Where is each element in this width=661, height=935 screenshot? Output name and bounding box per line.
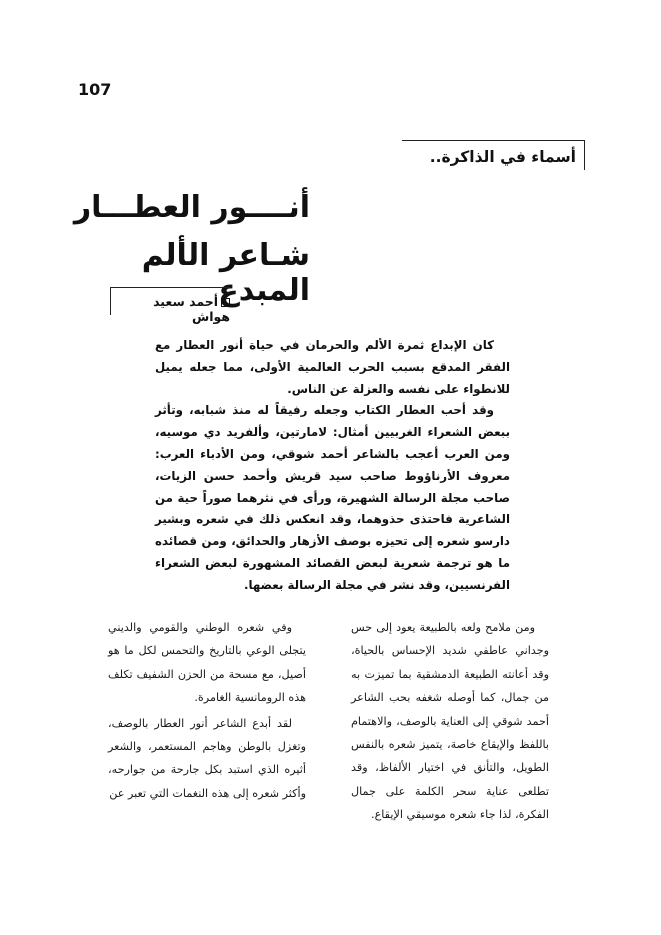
article-title-line-2: شـاعر الألم المبدع [141,238,310,308]
column-right-paragraph-1: ومن ملامح ولعه بالطبيعة يعود إلى حس وجداني عاطفي شديد الإحساس بالحياة، وقد أعانته الطبيعة الدمشقية بما تميزت به من جمال، كما أوصله شغفه بحب الشاعر أحمد شوقي إلى العناية بالوصف، والاهتمام باللفظ والإيقاع خاصة، يتميز شعره بالنفس الطويل، والتأنق في اختيار الألفاظ، وقد تطلعى عناية سحر الكلمة على جمال الفكرة، لذا جاء شعره موسيقي الإيقاع. [351,621,549,822]
author-byline [110,287,230,324]
column-left-paragraph-2: لقد أبدع الشاعر أنور العطار بالوصف، وتغزل بالوطن وهاجم المستعمر، والشعر أثيره الذي استبد بكل جارحة من جوارحه، وأكثر شعره إلى هذه النغمات التي تعبر عن [108,716,306,800]
intro-text [155,335,510,597]
page-number: 107 [78,80,112,99]
intro-paragraph-1: كان الإبداع ثمرة الألم والحرمان في حياة أنور العطار مع الفقر المدقع بسبب الحرب العالمية الأولى، مما جعله يميل للانطواء على نفسه والعزلة عن الناس. [155,338,510,396]
intro-paragraph-2: وقد أحب العطار الكتاب وجعله رفيقاً له منذ شبابه، وتأثر ببعض الشعراء الغربيين أمثال: لامارتين، وألفريد دي موسيه، ومن العرب أعجب بالشاعر أحمد شوقي، ومن الأدباء العرب: معروف الأرناؤوط صاحب سيد قريش وأحمد حسن الزيات، صاحب مجلة الرسالة الشهيرة، ورأى في نثرهما صوراً حية من الشاعرية فاحتذى حذوهما، وقد انعكس ذلك في شعره وبشير دارسو شعره إلى تحيزه بوصف الأزهار والحدائق، ومن قصائده ما هو ترجمة شعرية لبعض القصائد المشهورة لبعض الشعراء الفرنسيين، وقد نشر في مجلة الرسالة بعضها. [155,403,510,592]
body-column-right [351,616,549,827]
article-title-line-1: أنــــور العطـــار [73,190,310,225]
square-bullet-icon [221,298,230,307]
author-name: أحمد سعيد هواش [153,294,230,324]
section-header: أسماء في الذاكرة.. [402,140,585,170]
body-column-left [108,616,306,805]
column-left-paragraph-1: وفي شعره الوطني والقومي والديني يتجلى الوعي بالتاريخ والتحمس لكل ما هو أصيل، مع مسحة من الحزن الشفيف تكلف هذه الرومانسية الغامرة. [108,621,306,705]
